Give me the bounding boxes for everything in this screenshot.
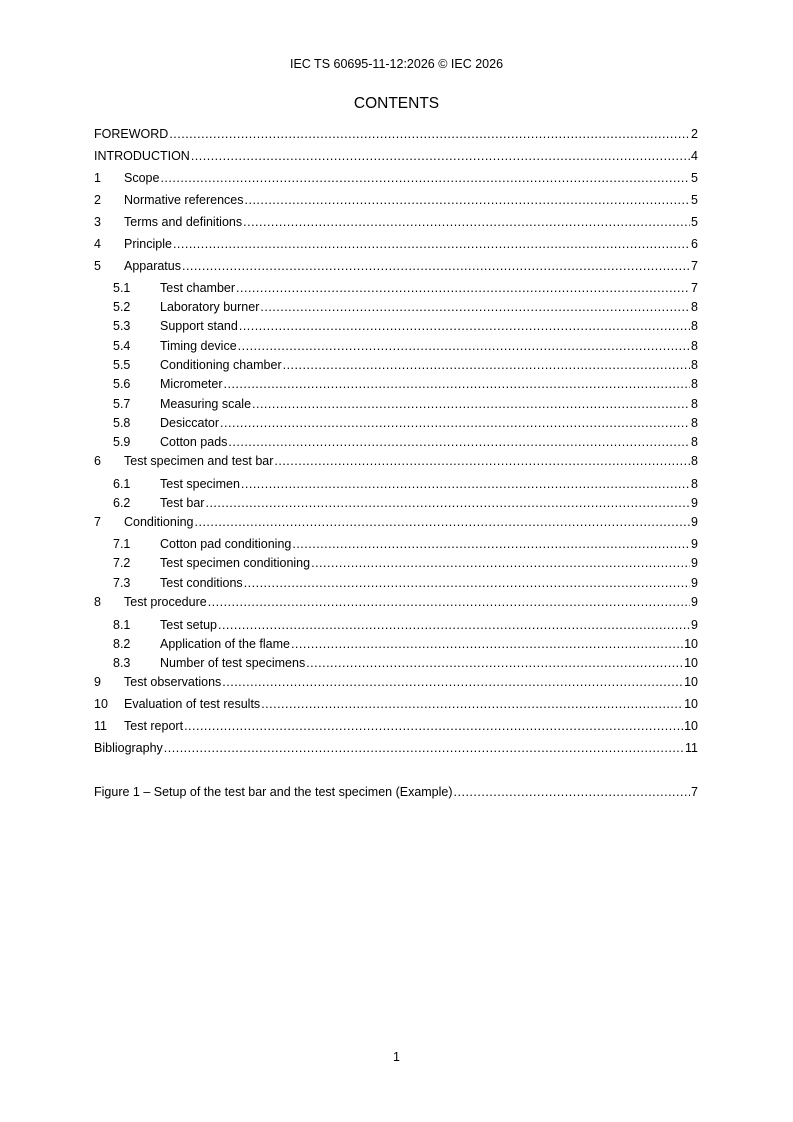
toc-entry-label: Test specimen conditioning [160,556,311,570]
dot-leader [292,536,690,552]
page-number: 1 [393,1050,400,1064]
dot-leader [173,236,690,252]
toc-entry-page: 9 [691,618,698,632]
toc-entry[interactable] [94,674,698,690]
toc-entry-number: 7 [94,515,101,529]
toc-entry[interactable] [94,357,698,373]
toc-entry-page: 7 [691,281,698,295]
toc-entry-label: Number of test specimens [160,656,306,670]
dot-leader [224,376,691,392]
dot-leader [164,740,684,756]
toc-entry-label: Normative references [124,193,244,207]
dot-leader [311,555,690,571]
toc-entry[interactable] [94,636,698,652]
dot-leader [208,594,690,610]
toc-entry[interactable] [94,299,698,315]
dot-leader [169,126,690,142]
toc-entry-page: 10 [684,719,698,733]
toc-entry-page: 2 [691,127,698,141]
toc-entry[interactable] [94,594,698,610]
toc-entry-label: Test bar [160,496,205,510]
dot-leader [160,170,690,186]
toc-entry-label: Figure 1 – Setup of the test bar and the test specimen (Example) [94,785,453,799]
toc-entry-page: 11 [685,741,698,755]
toc-entry-label: Test report [124,719,184,733]
toc-entry[interactable] [94,258,698,274]
toc-entry-label: Test procedure [124,595,207,609]
toc-entry-number: 2 [94,193,101,207]
dot-leader [184,718,683,734]
dot-leader [222,674,683,690]
toc-entry-number: 5.4 [113,339,131,353]
toc-entry[interactable] [94,192,698,208]
toc-entry-number: 6 [94,454,101,468]
dot-leader [205,495,690,511]
toc-entry-label: Principle [124,237,172,251]
toc-entry[interactable] [94,396,698,412]
dot-leader [261,696,683,712]
toc-entry-label: Cotton pad conditioning [160,537,292,551]
toc-entry-number: 5.5 [113,358,131,372]
toc-entry[interactable] [94,514,698,530]
toc-entry-label: Timing device [160,339,237,353]
toc-entry-page: 8 [691,358,698,372]
dot-leader [220,415,690,431]
toc-entry[interactable] [94,376,698,392]
toc-entry-number: 8.2 [113,637,131,651]
toc-entry[interactable] [94,718,698,734]
toc-entry-number: 7.1 [113,537,131,551]
toc-entry-page: 8 [691,416,698,430]
toc-entry-number: 5.2 [113,300,131,314]
dot-leader [283,357,690,373]
toc-entry[interactable] [94,740,698,756]
toc-entry[interactable] [94,536,698,552]
toc-entry[interactable] [94,236,698,252]
toc-entry-number: 6.1 [113,477,131,491]
toc-entry-page: 7 [691,785,698,799]
toc-entry-page: 10 [684,656,698,670]
toc-entry-page: 10 [684,637,698,651]
toc-entry-page: 9 [691,556,698,570]
toc-entry-number: 5 [94,259,101,273]
dot-leader [228,434,690,450]
toc-entry-number: 5.7 [113,397,131,411]
toc-entry-page: 8 [691,339,698,353]
toc-entry-label: Test setup [160,618,217,632]
toc-entry-number: 5.6 [113,377,131,391]
toc-entry-label: Application of the flame [160,637,290,651]
toc-entry-label: Cotton pads [160,435,228,449]
toc-entry-number: 7.3 [113,576,131,590]
toc-entry-page: 8 [691,435,698,449]
toc-entry-page: 9 [691,496,698,510]
dot-leader [218,617,690,633]
toc-entry-number: 5.8 [113,416,131,430]
toc-entry-page: 5 [691,193,698,207]
toc-entry-label: FOREWORD [94,127,169,141]
toc-entry-number: 5.9 [113,435,131,449]
toc-entry-page: 9 [691,537,698,551]
toc-entry-label: Test observations [124,675,222,689]
toc-entry[interactable] [94,617,698,633]
toc-entry-label: Test specimen [160,477,240,491]
toc-entry-number: 3 [94,215,101,229]
toc-entry-page: 5 [691,215,698,229]
dot-leader [454,784,691,800]
figure-list-entry[interactable] [94,784,698,800]
toc-entry[interactable] [94,495,698,511]
toc-entry-number: 10 [94,697,108,711]
toc-entry[interactable] [94,415,698,431]
toc-entry-label: Scope [124,171,160,185]
toc-entry-page: 10 [684,697,698,711]
toc-entry-number: 8.3 [113,656,131,670]
toc-entry[interactable] [94,476,698,492]
toc-entry-number: 5.3 [113,319,131,333]
toc-entry-page: 9 [691,576,698,590]
toc-entry-number: 8.1 [113,618,131,632]
toc-entry-page: 4 [691,149,698,163]
contents-title: CONTENTS [353,95,440,112]
toc-entry-label: Conditioning chamber [160,358,282,372]
toc-entry-page: 8 [691,300,698,314]
toc-entry-label: Test chamber [160,281,236,295]
toc-entry-label: Micrometer [160,377,223,391]
toc-entry-page: 8 [691,477,698,491]
toc-entry[interactable] [94,655,698,671]
toc-entry-page: 5 [691,171,698,185]
toc-entry-page: 9 [691,515,698,529]
dot-leader [291,636,683,652]
toc-entry-number: 9 [94,675,101,689]
toc-entry-page: 8 [691,377,698,391]
dot-leader [191,148,690,164]
document-header: IEC TS 60695-11-12:2026 © IEC 2026 [289,57,504,71]
toc-entry-label: Laboratory burner [160,300,260,314]
toc-entry-page: 8 [691,397,698,411]
toc-entry[interactable] [94,214,698,230]
toc-entry-label: Test conditions [160,576,243,590]
dot-leader [306,655,683,671]
toc-entry-page: 10 [684,675,698,689]
dot-leader [260,299,690,315]
toc-entry[interactable] [94,318,698,334]
dot-leader [243,214,690,230]
dot-leader [236,280,690,296]
dot-leader [238,338,690,354]
toc-entry-label: INTRODUCTION [94,149,190,163]
dot-leader [239,318,690,334]
toc-entry[interactable] [94,170,698,186]
toc-entry-number: 11 [94,719,107,733]
toc-entry-number: 8 [94,595,101,609]
toc-entry[interactable] [94,280,698,296]
toc-entry-label: Test specimen and test bar [124,454,274,468]
toc-entry-page: 9 [691,595,698,609]
toc-entry[interactable] [94,555,698,571]
toc-entry-page: 8 [691,454,698,468]
toc-entry-label: Support stand [160,319,238,333]
toc-entry[interactable] [94,338,698,354]
dot-leader [241,476,690,492]
toc-entry-number: 6.2 [113,496,131,510]
toc-entry-page: 8 [691,319,698,333]
dot-leader [274,453,690,469]
toc-entry[interactable] [94,575,698,591]
toc-entry-label: Terms and definitions [124,215,243,229]
toc-entry-page: 6 [691,237,698,251]
toc-entry-label: Conditioning [124,515,194,529]
toc-entry-label: Desiccator [160,416,220,430]
toc-entry-page: 7 [691,259,698,273]
toc-entry-number: 1 [94,171,101,185]
toc-entry[interactable] [94,148,698,164]
toc-entry-number: 7.2 [113,556,131,570]
toc-entry[interactable] [94,434,698,450]
toc-entry[interactable] [94,453,698,469]
dot-leader [252,396,690,412]
dot-leader [182,258,690,274]
dot-leader [245,192,691,208]
toc-entry-number: 5.1 [113,281,131,295]
dot-leader [244,575,690,591]
toc-entry-label: Measuring scale [160,397,252,411]
toc-entry-number: 4 [94,237,101,251]
toc-entry[interactable] [94,696,698,712]
toc-entry[interactable] [94,126,698,142]
toc-entry-label: Evaluation of test results [124,697,261,711]
dot-leader [195,514,691,530]
toc-entry-label: Apparatus [124,259,181,273]
toc-entry-label: Bibliography [94,741,163,755]
